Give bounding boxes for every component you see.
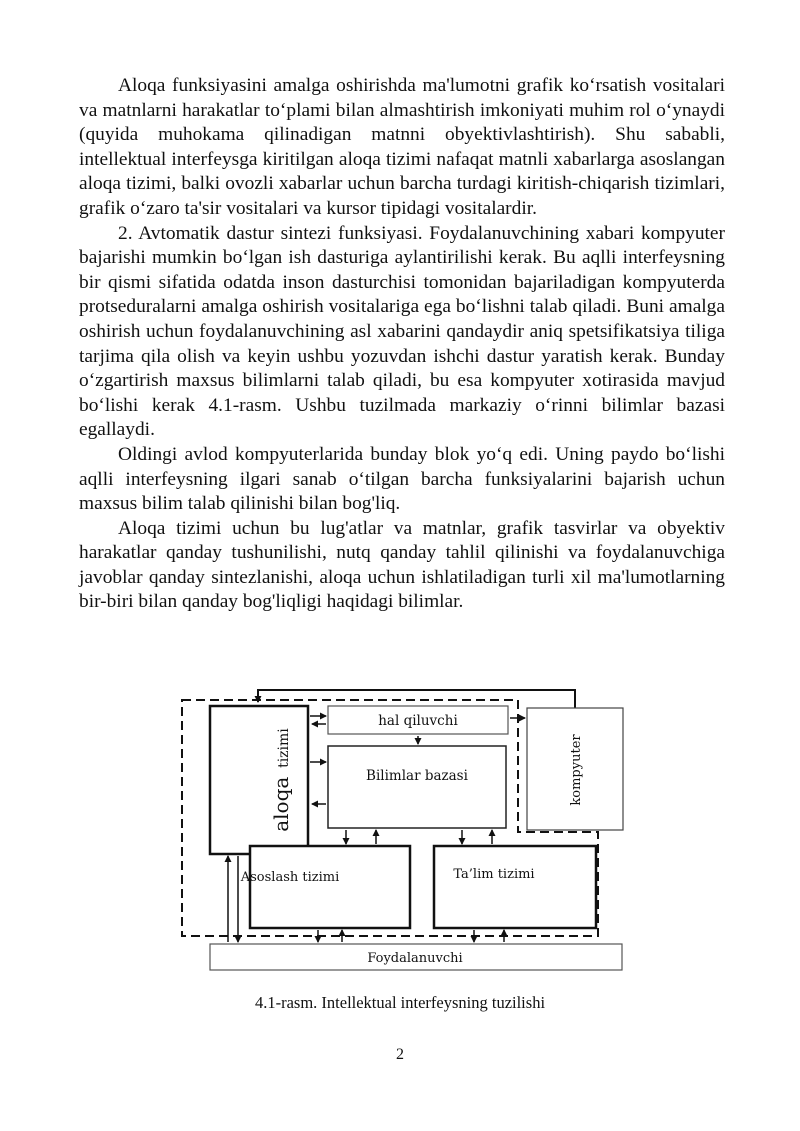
kompyuter-label: kompyuter [569,734,584,806]
page-number: 2 [396,1046,404,1063]
tizimi-word: tizimi [276,728,292,768]
asoslash-tizimi-label: Asoslash tizimi [240,870,340,885]
paragraph-3: Oldingi avlod kompyuterlarida bunday blok yoʻq edi. Uning paydo boʻlishi aqlli interfeysning ilgari sanab oʻtilgan barcha funksiyalarini bajarish uchun maxsus bilim talab qilinishi bilan bog'liq. [79,443,725,515]
bilimlar-bazasi-box [328,746,506,828]
paragraph-4: Aloqa tizimi uchun bu lug'atlar va matnlar, grafik tasvirlar va obyektiv harakatlar qanday tushunilishi, nutq qanday tahlil qilinishi va foydalanuvchiga javoblar qanday sintezlanishi, aloqa uchun ishlatiladigan turli xil ma'lumotlarning bir-biri bilan qanday bog'liqligi haqidagi bilimlar. [79,517,725,613]
foydalanuvchi-label: Foydalanuvchi [367,951,463,966]
hal-qiluvchi-label: hal qiluvchi [378,713,458,729]
aloqa-word: aloqa [269,776,293,832]
talim-tizimi-box [434,846,596,928]
body-text [79,74,725,615]
paragraph-1: Aloqa funksiyasini amalga oshirishda ma'lumotni grafik koʻrsatish vositalari va matnlarni harakatlar toʻplami bilan almashtirish imkoniyati muhim rol oʻynaydi (quyida muhokama qilinadigan matnni obyektivlashtirish). Shu sababli, intellektual interfeysga kiritilgan aloqa tizimi nafaqat matnli xabarlarga asoslangan aloqa tizimi, balki ovozli xabarlar uchun barcha turdagi kiritish-chiqarish tizimlari, grafik oʻzaro ta'sir vositalari va kursor tipidagi vositalardir. [79,75,725,219]
bilimlar-bazasi-label: Bilimlar bazasi [366,768,468,784]
talim-tizimi-label: Ta’lim tizimi [453,867,535,882]
asoslash-tizimi-box [250,846,410,928]
paragraph-2: 2. Avtomatik dastur sintezi funksiyasi. Foydalanuvchining xabari kompyuter bajarishi mumkin boʻlgan ish dasturiga aylantirilishi kerak. Bu aqlli interfeysning bir qismi sifatida odatda inson dasturchisi tomonidan bajariladigan kompyuterda protseduralarni amalga oshirish vositalariga ega boʻlishni talab qiladi. Buni amalga oshirish uchun foydalanuvchining asl xabarini qandaydir aniq spetsifikatsiya tiliga tarjima qila olish va keyin ushbu yozuvdan ishchi dastur yaratish kerak. Bunday oʻzgartirish maxsus bilimlarni talab qiladi, bu esa kompyuter xotirasida mavjud boʻlishi kerak 4.1-rasm. Ushbu tuzilmada markaziy oʻrinni bilimlar bazasi egallaydi. [79,222,725,441]
structure-diagram [170,682,630,982]
figure-caption: 4.1-rasm. Intellektual interfeysning tuzilishi [254,993,546,1012]
aloqa-tizimi-box [210,706,308,854]
